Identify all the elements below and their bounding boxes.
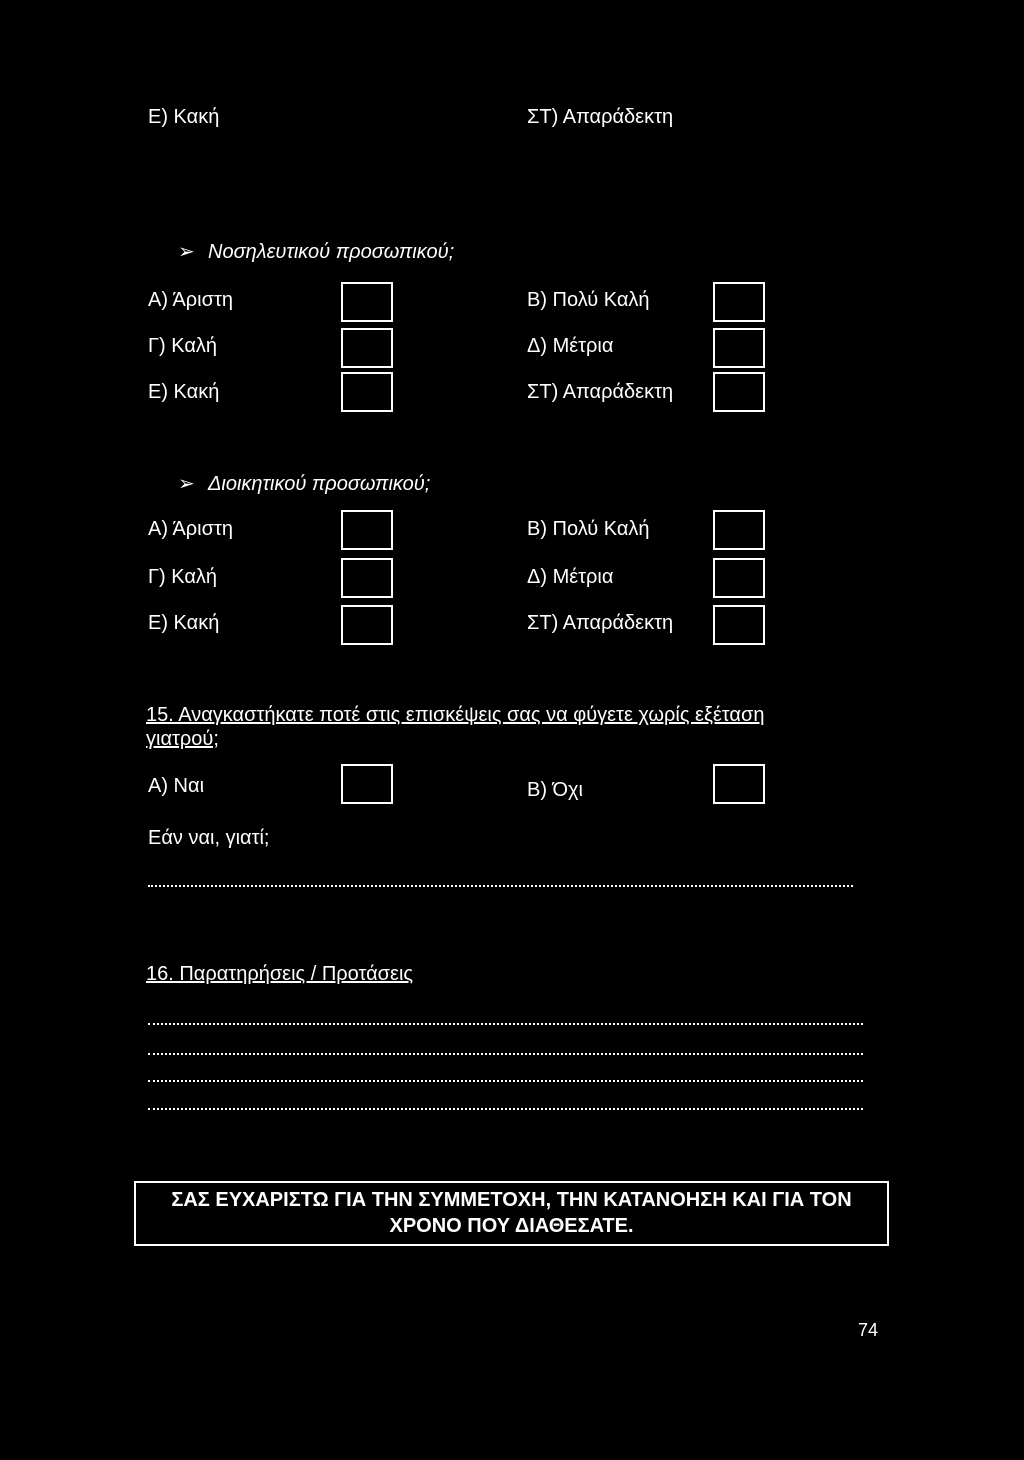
option-label-b: Β) Πολύ Καλή <box>527 289 650 311</box>
option-label-d: Δ) Μέτρια <box>527 335 614 357</box>
answer-line-4[interactable] <box>148 1108 863 1110</box>
checkbox-admin-c[interactable] <box>341 558 393 598</box>
checkbox-admin-e[interactable] <box>341 605 393 645</box>
thank-you-box <box>134 1181 889 1246</box>
section-heading-admin <box>178 472 430 496</box>
section-title-nursing: Νοσηλευτικού προσωπικού; <box>208 241 455 263</box>
bullet-arrow-icon: ➢ <box>178 473 195 495</box>
answer-line-why[interactable] <box>148 885 853 887</box>
option-label-c: Γ) Καλή <box>148 566 218 588</box>
option-label-no: Β) Όχι <box>527 779 583 801</box>
question-15-text: 15. Αναγκαστήκατε ποτέ στις επισκέψεις σας να φύγετε χωρίς εξέταση γιατρού; <box>146 704 765 750</box>
page-number: 74 <box>858 1320 879 1340</box>
checkbox-admin-d[interactable] <box>713 558 765 598</box>
answer-line-3[interactable] <box>148 1080 863 1082</box>
checkbox-admin-a[interactable] <box>341 510 393 550</box>
why-label: Εάν ναι, γιατί; <box>148 827 270 849</box>
option-label-c: Γ) Καλή <box>148 335 218 357</box>
thank-you-line-2: ΧΡΟΝΟ ΠΟΥ ΔΙΑΘΕΣΑΤΕ. <box>389 1215 634 1237</box>
option-label-a: Α) Άριστη <box>148 289 233 311</box>
checkbox-admin-b[interactable] <box>713 510 765 550</box>
checkbox-nursing-f[interactable] <box>713 372 765 412</box>
answer-line-2[interactable] <box>148 1053 863 1055</box>
question-15 <box>146 703 826 751</box>
checkbox-nursing-a[interactable] <box>341 282 393 322</box>
answer-line-1[interactable] <box>148 1023 863 1025</box>
option-label-a: Α) Άριστη <box>148 518 233 540</box>
option-label-e: Ε) Κακή <box>148 381 220 403</box>
bullet-arrow-icon: ➢ <box>178 241 195 263</box>
question-16 <box>146 962 413 986</box>
option-label-e: Ε) Κακή <box>148 612 220 634</box>
option-label-f: ΣΤ) Απαράδεκτη <box>527 612 674 634</box>
option-label-e-top: Ε) Κακή <box>148 106 220 128</box>
thank-you-line-1: ΣΑΣ ΕΥΧΑΡΙΣΤΩ ΓΙΑ ΤΗΝ ΣΥΜΜΕΤΟΧΗ, ΤΗΝ ΚΑΤΑΝΟΗΣΗ ΚΑΙ ΓΙΑ ΤΟΝ <box>171 1189 852 1211</box>
checkbox-nursing-d[interactable] <box>713 328 765 368</box>
section-title-admin: Διοικητικού προσωπικού; <box>208 473 431 495</box>
section-heading-nursing <box>178 240 454 264</box>
option-label-yes: Α) Ναι <box>148 775 205 797</box>
question-16-text: 16. Παρατηρήσεις / Προτάσεις <box>146 963 414 985</box>
checkbox-nursing-c[interactable] <box>341 328 393 368</box>
option-label-f: ΣΤ) Απαράδεκτη <box>527 381 674 403</box>
checkbox-yes[interactable] <box>341 764 393 804</box>
option-label-b: Β) Πολύ Καλή <box>527 518 650 540</box>
checkbox-nursing-b[interactable] <box>713 282 765 322</box>
option-label-d: Δ) Μέτρια <box>527 566 614 588</box>
checkbox-nursing-e[interactable] <box>341 372 393 412</box>
checkbox-admin-f[interactable] <box>713 605 765 645</box>
option-label-f-top: ΣΤ) Απαράδεκτη <box>527 106 674 128</box>
checkbox-no[interactable] <box>713 764 765 804</box>
